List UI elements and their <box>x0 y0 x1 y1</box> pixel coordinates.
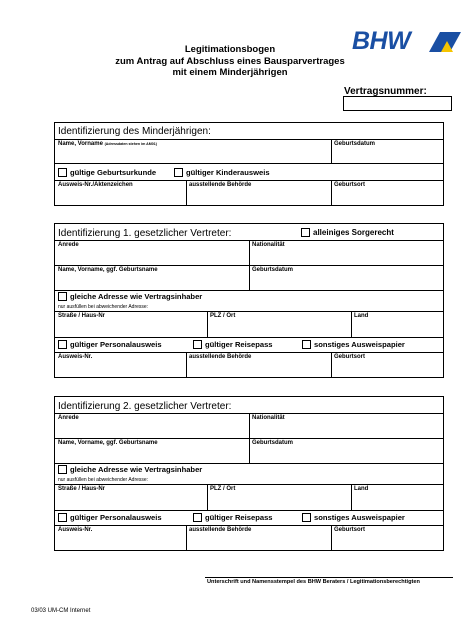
checkbox-label: gültiger Personalausweis <box>70 340 162 349</box>
checkbox-box[interactable] <box>58 340 67 349</box>
minor-section <box>54 122 444 206</box>
rep1-same-address-checkbox[interactable] <box>58 292 202 301</box>
divider <box>55 139 443 140</box>
rep1-birthplace-label: Geburtsort <box>334 354 366 360</box>
minor-birthplace-label: Geburtsort <box>334 182 366 188</box>
checkbox-label: sonstiges Ausweispapier <box>314 340 405 349</box>
checkbox-box[interactable] <box>301 228 310 237</box>
contract-number-label: Vertragsnummer: <box>344 86 427 97</box>
signature-caption: Unterschrift und Namensstempel des BHW Beraters / Legitimationsberechtigten <box>207 579 420 585</box>
divider <box>186 180 187 206</box>
divider <box>186 525 187 551</box>
rep1-heading: Identifizierung 1. gesetzlicher Vertreter: <box>58 228 232 239</box>
signature-line[interactable] <box>205 577 453 578</box>
checkbox-label: gültige Geburtsurkunde <box>70 168 157 177</box>
minor-name-label: Name, Vorname (Adressdaten stehen im AM01) <box>58 141 157 147</box>
rep1-nationality-label: Nationalität <box>252 242 285 248</box>
divider <box>331 352 332 378</box>
checkbox-box[interactable] <box>302 340 311 349</box>
divider <box>55 463 443 464</box>
minor-child-id-checkbox[interactable] <box>174 168 270 177</box>
divider <box>55 337 443 338</box>
rep2-street-label: Straße / Haus-Nr <box>58 486 106 492</box>
rep2-nationality-label: Nationalität <box>252 415 285 421</box>
rep2-country-label: Land <box>354 486 369 492</box>
rep1-issuing-authority-label: ausstellende Behörde <box>189 354 252 360</box>
checkbox-label: gültiger Personalausweis <box>70 513 162 522</box>
logo-text: BHW <box>352 27 411 55</box>
rep1-zip-city-label: PLZ / Ort <box>210 313 236 319</box>
minor-name-hint: (Adressdaten stehen im AM01) <box>104 142 157 146</box>
divider <box>186 352 187 378</box>
rep2-section <box>54 396 444 551</box>
divider <box>55 311 443 312</box>
divider <box>331 525 332 551</box>
contract-number-field[interactable] <box>343 96 452 111</box>
rep2-id-number-label: Ausweis-Nr. <box>58 527 93 533</box>
rep1-section <box>54 223 444 378</box>
divider <box>331 180 332 206</box>
rep2-zip-city-label: PLZ / Ort <box>210 486 236 492</box>
rep2-name-label: Name, Vorname, ggf. Geburtsname <box>58 440 158 446</box>
minor-birth-certificate-checkbox[interactable] <box>58 168 156 177</box>
checkbox-box[interactable] <box>193 513 202 522</box>
title-line-3: mit einem Minderjährigen <box>172 67 288 78</box>
rep2-id-card-checkbox[interactable] <box>58 513 162 522</box>
rep1-birthdate-label: Geburtsdatum <box>252 267 294 273</box>
bhw-logo <box>352 29 460 53</box>
rep1-salutation-label: Anrede <box>58 242 79 248</box>
divider <box>55 163 443 164</box>
checkbox-box[interactable] <box>58 168 67 177</box>
rep1-name-label: Name, Vorname, ggf. Geburtsname <box>58 267 158 273</box>
title-line-1: Legitimationsbogen <box>184 44 276 55</box>
checkbox-box[interactable] <box>58 292 67 301</box>
divider <box>55 438 443 439</box>
divider <box>55 525 443 526</box>
checkbox-box[interactable] <box>174 168 183 177</box>
form-title <box>100 44 360 79</box>
rep1-passport-checkbox[interactable] <box>193 340 273 349</box>
rep2-same-address-checkbox[interactable] <box>58 465 202 474</box>
rep2-birthplace-label: Geburtsort <box>334 527 366 533</box>
divider <box>55 352 443 353</box>
divider <box>331 139 332 163</box>
checkbox-box[interactable] <box>58 465 67 474</box>
form-code: 03/03 UM-CM Internet <box>31 608 91 614</box>
divider <box>55 510 443 511</box>
rep2-birthdate-label: Geburtsdatum <box>252 440 294 446</box>
checkbox-label: gültiger Reisepass <box>205 513 273 522</box>
rep2-passport-checkbox[interactable] <box>193 513 273 522</box>
rep2-heading: Identifizierung 2. gesetzlicher Vertreter: <box>58 401 232 412</box>
minor-issuing-authority-label: ausstellende Behörde <box>189 182 252 188</box>
rep1-street-label: Straße / Haus-Nr <box>58 313 106 319</box>
checkbox-label: gültiger Reisepass <box>205 340 273 349</box>
logo-mark-icon <box>429 32 461 52</box>
divider <box>207 484 208 510</box>
checkbox-box[interactable] <box>193 340 202 349</box>
checkbox-label: gültiger Kinderausweis <box>186 168 270 177</box>
divider <box>55 265 443 266</box>
divider <box>55 484 443 485</box>
title-line-2: zum Antrag auf Abschluss eines Bausparvertrages <box>115 55 345 67</box>
divider <box>55 180 443 181</box>
checkbox-label: alleiniges Sorgerecht <box>313 228 394 237</box>
minor-id-number-label: Ausweis-Nr./Aktenzeichen <box>58 182 133 188</box>
rep2-other-id-checkbox[interactable] <box>302 513 405 522</box>
rep1-id-card-checkbox[interactable] <box>58 340 162 349</box>
minor-birthdate-label: Geburtsdatum <box>334 141 376 147</box>
rep1-address-note: nur ausfüllen bei abweichender Adresse: <box>58 304 149 310</box>
rep2-address-note: nur ausfüllen bei abweichender Adresse: <box>58 477 149 483</box>
checkbox-box[interactable] <box>58 513 67 522</box>
rep1-other-id-checkbox[interactable] <box>302 340 405 349</box>
rep2-salutation-label: Anrede <box>58 415 79 421</box>
divider <box>351 484 352 510</box>
minor-heading: Identifizierung des Minderjährigen: <box>58 126 211 137</box>
rep1-id-number-label: Ausweis-Nr. <box>58 354 93 360</box>
checkbox-label: sonstiges Ausweispapier <box>314 513 405 522</box>
divider <box>207 311 208 337</box>
checkbox-label: gleiche Adresse wie Vertragsinhaber <box>70 292 203 301</box>
divider <box>351 311 352 337</box>
divider <box>55 290 443 291</box>
rep1-sole-custody-checkbox[interactable] <box>301 228 394 237</box>
rep1-country-label: Land <box>354 313 369 319</box>
rep2-issuing-authority-label: ausstellende Behörde <box>189 527 252 533</box>
checkbox-label: gleiche Adresse wie Vertragsinhaber <box>70 465 203 474</box>
checkbox-box[interactable] <box>302 513 311 522</box>
